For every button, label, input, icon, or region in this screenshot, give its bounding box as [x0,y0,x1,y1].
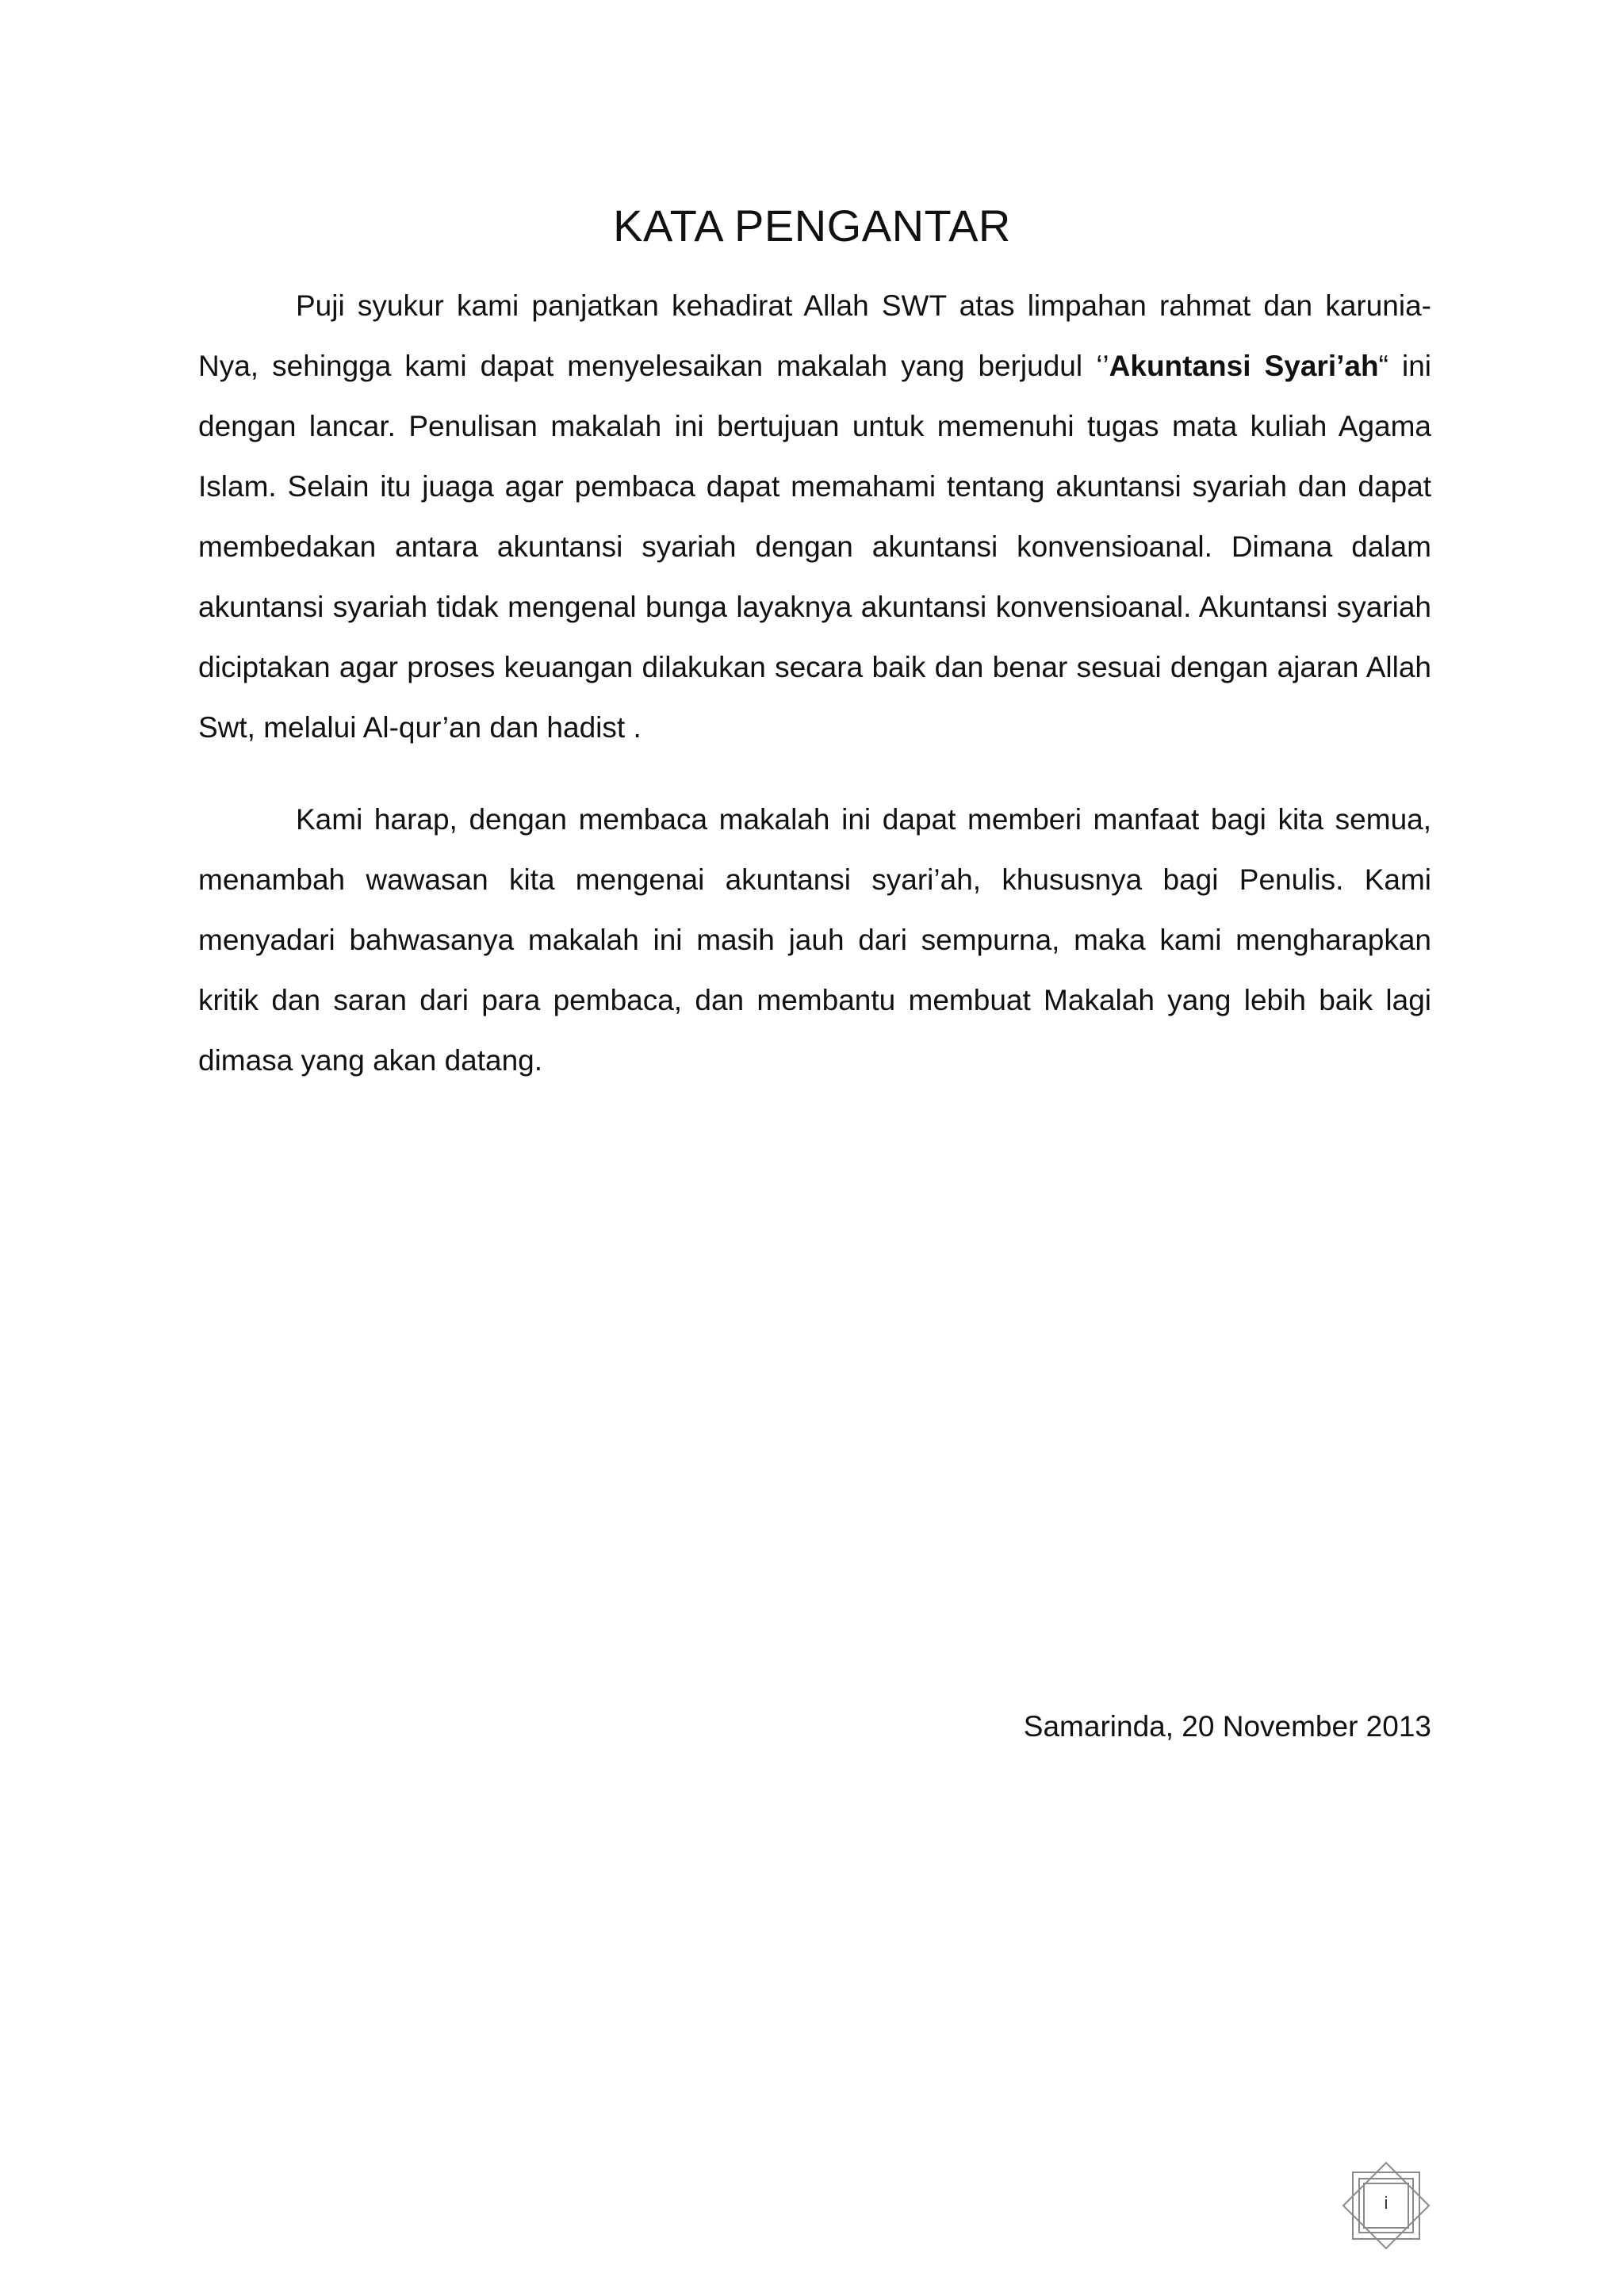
paragraph-closing: Kami harap, dengan membaca makalah ini dapat memberi manfaat bagi kita semua, menambah wawasan kita mengenai akuntansi syari’ah, khususnya bagi Penulis. Kami menyadari bahwasanya makalah ini masih jauh dari sempurna, maka kami mengharapkan kritik dan saran dari para pembaca, dan membantu membuat Makalah yang lebih baik lagi dimasa yang akan datang. [198,803,1431,1077]
page-number-mark [1342,2161,1431,2250]
paragraph-intro [198,276,1431,758]
paragraph-intro-text-start: Puji syukur kami panjatkan kehadirat Allah SWT atas limpahan rahmat dan karunia-Nya, sehingga kami dapat menyelesaikan makalah yang berjudul [198,289,1431,382]
paragraph-intro-text-end: ini dengan lancar. Penulisan makalah ini bertujuan untuk memenuhi tugas mata kuliah Agama Islam. Selain itu juaga agar pembaca dapat memahami tentang akuntansi syariah dan dapat membedakan antara akuntansi syariah dengan akuntansi konvensioanal. Dimana dalam akuntansi syariah tidak mengenal bunga layaknya akuntansi konvensioanal. Akuntansi syariah diciptakan agar proses keuangan dilakukan secara baik dan benar sesuai dengan ajaran Allah Swt, melalui Al-qur’an dan hadist . [198,350,1431,744]
page-title: KATA PENGANTAR [613,201,1011,251]
close-quote: “ [1378,350,1388,382]
paper-title-bold: Akuntansi Syari’ah [1109,350,1379,382]
place-date-signoff: Samarinda, 20 November 2013 [1023,1710,1431,1743]
open-quote: ‘’ [1096,350,1109,382]
page-number: i [1384,2193,1388,2213]
